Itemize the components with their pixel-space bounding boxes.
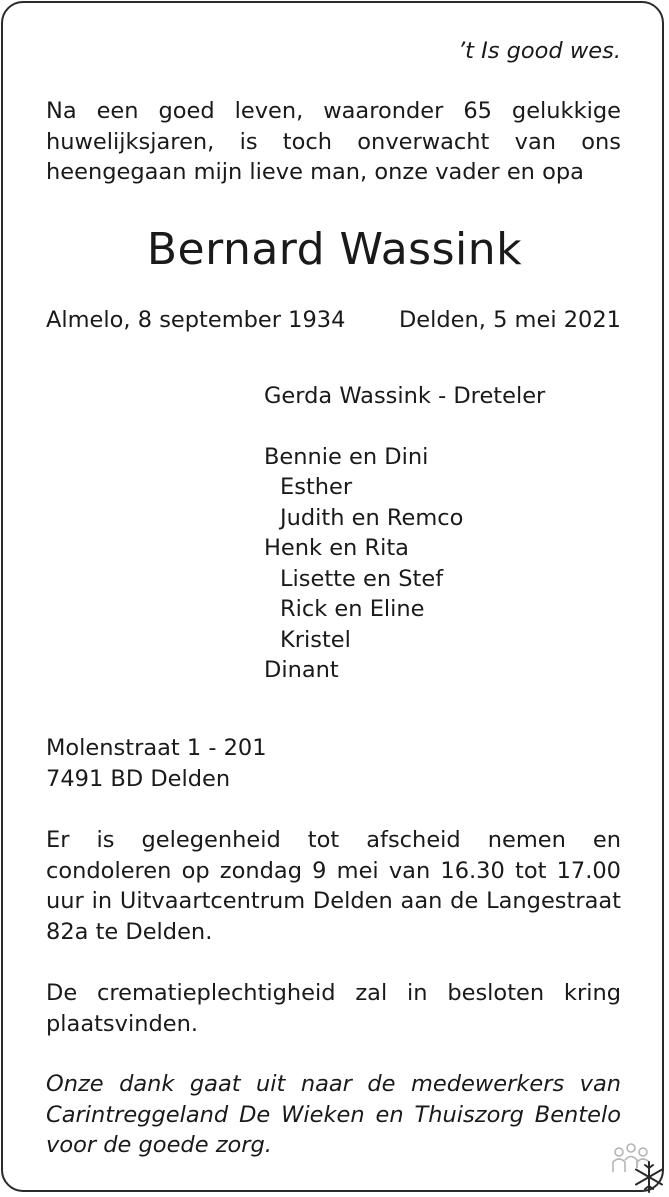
family-member: Kristel xyxy=(280,627,351,653)
motto: ’t Is good wes. xyxy=(457,38,621,64)
death-info: Delden, 5 mei 2021 xyxy=(398,307,621,333)
family-member: Rick en Eline xyxy=(280,596,425,622)
family-member: Judith en Remco xyxy=(280,505,464,531)
people-snowflake-logo-icon xyxy=(607,1138,667,1194)
intro-text: Na een goed leven, waaronder 65 gelukkige huwelijksjaren, is toch onverwacht van ons heengegaan mijn lieve man, onze vader en opa xyxy=(46,98,621,185)
address-line-1: Molenstraat 1 - 201 xyxy=(46,735,267,761)
family-member: Esther xyxy=(280,474,353,500)
cremation-text: De crematieplechtigheid zal in besloten kring plaatsvinden. xyxy=(46,980,621,1037)
thanks-text: Onze dank gaat uit naar de medewerkers van Carintreggeland De Wieken en Thuiszorg Bentelo voor de goede zorg. xyxy=(46,1071,621,1158)
family-member: Bennie en Dini xyxy=(264,444,429,470)
birth-info: Almelo, 8 september 1934 xyxy=(46,307,346,333)
spouse-name: Gerda Wassink - Dreteler xyxy=(264,383,546,409)
family-member: Henk en Rita xyxy=(264,535,409,561)
condolence-text: Er is gelegenheid tot afscheid nemen en condoleren op zondag 9 mei van 16.30 tot 17.00 uur in Uitvaartcentrum Delden aan de Langestraat 82a te Delden. xyxy=(46,827,621,945)
deceased-name: Bernard Wassink xyxy=(146,224,523,275)
family-member: Lisette en Stef xyxy=(280,566,444,592)
family-member: Dinant xyxy=(264,657,339,683)
address-line-2: 7491 BD Delden xyxy=(46,766,231,792)
